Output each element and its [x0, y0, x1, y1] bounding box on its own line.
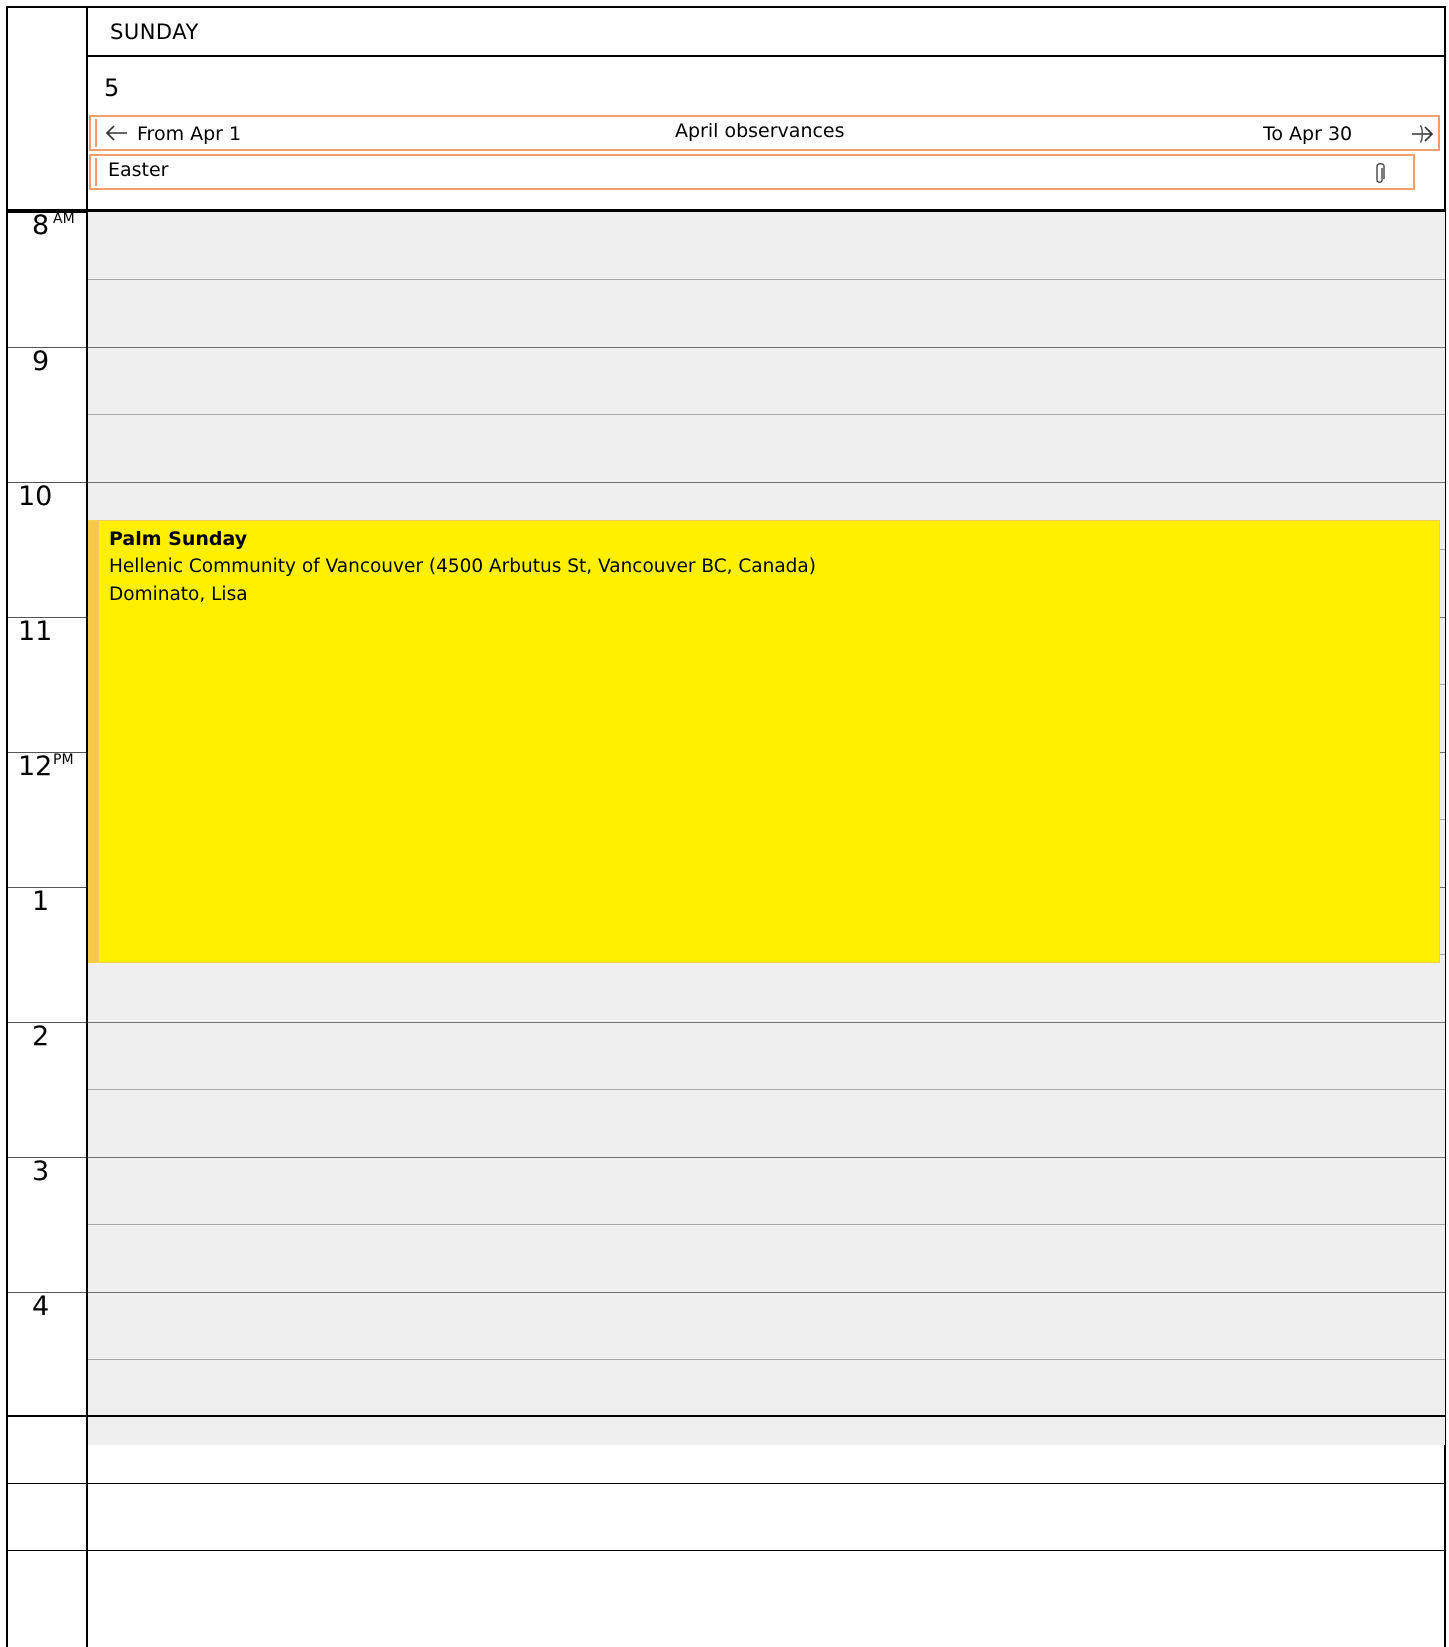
hour-label-3: 3: [32, 1156, 50, 1187]
hour-suffix-am: AM: [53, 211, 75, 227]
paperclip-icon: [1373, 162, 1387, 186]
event-palm-sunday[interactable]: [88, 520, 1440, 963]
event-title: Palm Sunday: [109, 528, 248, 550]
hour-line: [88, 1292, 1445, 1293]
hour-line: [88, 482, 1445, 483]
arrow-right-icon: [1410, 123, 1434, 145]
hour-label-9: 9: [32, 346, 50, 377]
day-number[interactable]: 5: [104, 74, 120, 102]
all-day-event-april-observances[interactable]: [89, 115, 1440, 151]
event-organizer: Dominato, Lisa: [109, 584, 248, 605]
hour-suffix-pm: PM: [53, 752, 74, 768]
grid-bottom-border: [6, 1415, 1446, 1417]
hour-label-12: 12: [18, 751, 53, 782]
hour-label-8: 8: [32, 210, 50, 241]
day-name: SUNDAY: [110, 20, 199, 44]
half-hour-line: [88, 1359, 1445, 1360]
half-hour-line: [88, 1089, 1445, 1090]
footer-row-line: [6, 1550, 1446, 1551]
header-divider: [88, 55, 1446, 57]
half-hour-line: [88, 414, 1445, 415]
half-hour-line: [88, 1224, 1445, 1225]
hour-line: [88, 1157, 1445, 1158]
event-location: Hellenic Community of Vancouver (4500 Arbutus St, Vancouver BC, Canada): [109, 556, 816, 577]
half-hour-line: [88, 279, 1445, 280]
footer-row-line: [6, 1483, 1446, 1484]
hour-line: [88, 1022, 1445, 1023]
banner-left-edge: [95, 158, 97, 186]
time-column-divider-top: [86, 8, 88, 212]
hour-label-11: 11: [18, 616, 53, 647]
banner-title: April observances: [675, 120, 845, 142]
hour-line: [88, 347, 1445, 348]
arrow-left-icon: [105, 125, 129, 141]
hour-label-10: 10: [18, 481, 53, 512]
banner-to-label: To Apr 30: [1263, 123, 1353, 145]
hour-label-2: 2: [32, 1021, 50, 1052]
easter-title: Easter: [108, 159, 169, 181]
hour-label-4: 4: [32, 1291, 50, 1322]
all-day-event-easter[interactable]: [89, 154, 1415, 190]
banner-left-edge: [95, 119, 97, 147]
hour-label-1: 1: [32, 886, 50, 917]
event-color-bar: [89, 521, 99, 962]
banner-from-label: From Apr 1: [137, 123, 242, 145]
